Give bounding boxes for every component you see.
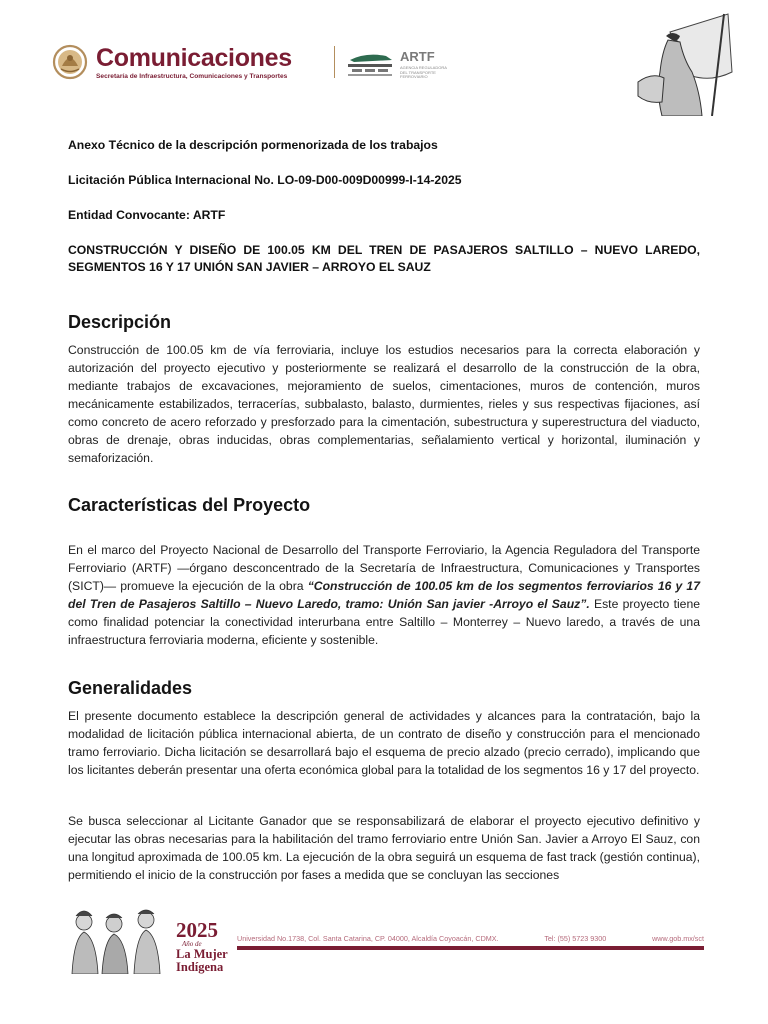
year-number: 2025	[176, 918, 218, 942]
heroine-illustration-icon	[632, 12, 734, 116]
year-badge	[176, 920, 236, 974]
artf-text-block	[400, 50, 448, 80]
footer-website[interactable]: www.gob.mx/sct	[652, 934, 704, 943]
page-header	[0, 0, 768, 120]
convening-entity: Entidad Convocante: ARTF	[68, 208, 226, 222]
paragraph-descripcion: Construcción de 100.05 km de vía ferroviaria, incluye los estudios necesarios para la correcta elaboración y autorización del proyecto ejecutivo y posteriormente se realizará el desarrollo de la construcción de la obra, mediante trabajos de excavaciones, mejoramiento de suelos, cimentaciones, muros de contención, muros mecánicamente estabilizados, terracerías, subbalasto, balasto, durmientes, rieles y sus respectivas fijaciones, así como concreto de acero reforzado y presforzado para la cimentación, subestructura y superestructura del viaducto, obras de drenaje, obras inducidas, obras complementarias, señalamiento vertical y horizontal, iluminación y semaforización.	[68, 343, 700, 465]
paragraph-caracteristicas	[68, 541, 700, 649]
tender-number: Licitación Pública Internacional No. LO-09-D00-009D00999-I-14-2025	[68, 173, 462, 187]
brand-title: Comunicaciones	[96, 44, 292, 72]
footer-contact	[237, 934, 704, 943]
year-indigena: Indígena	[176, 960, 224, 974]
annex-title: Anexo Técnico de la descripción pormenorizada de los trabajos	[68, 138, 438, 152]
artf-subtitle: AGENCIA REGULADORA DEL TRANSPORTE FERROVIARIO	[400, 65, 447, 79]
project-title: CONSTRUCCIÓN Y DISEÑO DE 100.05 KM DEL TREN DE PASAJEROS SALTILLO – NUEVO LAREDO, SEGMENTOS 16 Y 17 UNIÓN SAN JAVIER – ARROYO EL SAUZ	[68, 243, 700, 274]
footer-address: Universidad No.1738, Col. Santa Catarina, CP. 04000, Alcaldía Coyoacán, CDMX.	[237, 934, 499, 943]
paragraph-generalidades-2: Se busca seleccionar al Licitante Ganador que se responsabilizará de elaborar el proyecto ejecutivo definitivo y ejecutar las obras necesarias para la habilitación del tramo ferroviario entre Unión San. Javier a Arroyo El Sauz, con una longitud aproximada de 100.05 km. La ejecución de la obra seguirá un esquema de fast track (gestión continua), permitiendo el inicio de la construcción por fases a medida que se concluyan las secciones	[68, 814, 700, 882]
heading-caracteristicas: Características del Proyecto	[68, 495, 311, 515]
footer-phone: Tel: (55) 5723 9300	[544, 934, 607, 943]
year-la-mujer: La Mujer	[176, 947, 228, 961]
year-caption: Año de	[182, 940, 202, 948]
indigenous-women-illustration-icon	[64, 904, 172, 974]
caracteristicas-text-after: Este proyecto tiene como finalidad potenciar la conectividad interurbana entre Saltillo – Monterrey – Nuevo laredo, a través de una infraestructura ferroviaria moderna, eficiente y sostenible.	[68, 597, 700, 647]
artf-title: ARTF	[400, 49, 435, 64]
caracteristicas-project-quote: “Construcción de 100.05 km de los segmentos ferroviarios 16 y 17 del Tren de Pasajeros Saltillo – Nuevo Laredo, tramo: Unión San javier -Arroyo el Sauz”.	[68, 579, 700, 611]
footer-divider	[237, 946, 704, 950]
paragraph-generalidades-1: El presente documento establece la descripción general de actividades y alcances para la contratación, bajo la modalidad de licitación pública internacional abierta, de un contrato de diseño y construcción para el mencionado tramo ferroviario. Dicha licitación se desarrollará bajo el esquema de precio alzado (precio cerrado), implicando que los licitantes deberán presentar una oferta económica global para la totalidad de los segmentos 16 y 17 del proyecto.	[68, 709, 700, 777]
brand-subtitle: Secretaría de Infraestructura, Comunicaciones y Transportes	[96, 73, 288, 80]
caracteristicas-text-before: En el marco del Proyecto Nacional de Desarrollo del Transporte Ferroviario, la Agencia Reguladora del Transporte Ferroviario (ARTF) —órgano desconcentrado de la Secretaría de Infraestructura, Comunicaciones y Transportes (SICT)— promueve la ejecución de la obra	[68, 543, 700, 593]
heading-descripcion: Descripción	[68, 312, 172, 332]
artf-train-logo-icon	[346, 50, 396, 78]
heading-generalidades: Generalidades	[68, 678, 193, 698]
brand-divider	[334, 46, 335, 78]
mexico-seal-icon	[52, 42, 88, 82]
brand-block	[96, 44, 292, 81]
